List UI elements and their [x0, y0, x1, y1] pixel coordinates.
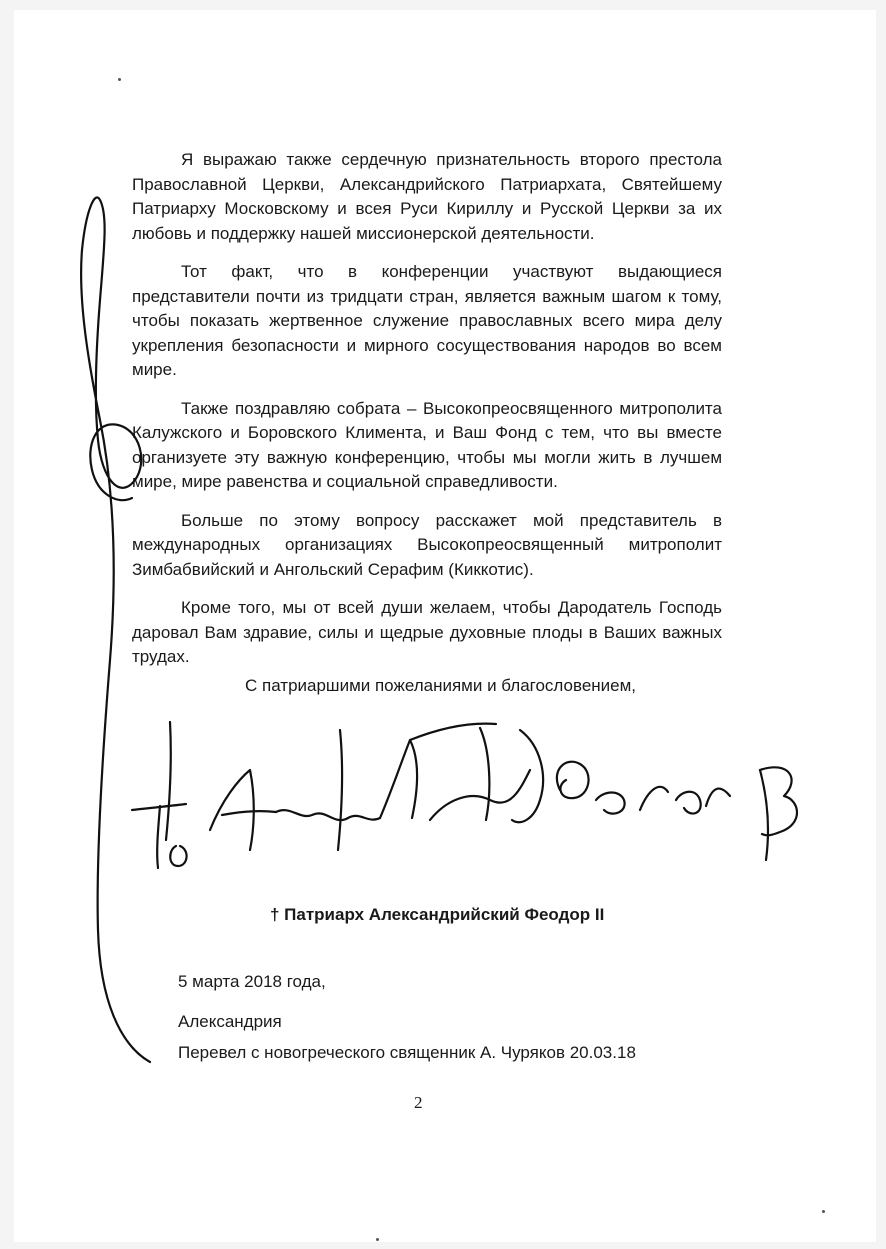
paragraph-1: Я выражаю также сердечную признательность второго престола Православной Церкви, Александрийского Патриархата, Святейшему Патриарху Московскому и всея Руси Кириллу и Русской Церкви за их любовь и поддержку нашей миссионерской деятельности.: [132, 150, 722, 243]
signer-name: † Патриарх Александрийский Феодор II: [270, 905, 605, 924]
closing-line: С патриаршими пожеланиями и благословением,: [245, 676, 637, 695]
scan-speck: [822, 1210, 825, 1213]
scan-speck: [376, 1238, 379, 1241]
scan-speck: [118, 78, 121, 81]
paragraph-2: Тот факт, что в конференции участвуют выдающиеся представители почти из тридцати стран, является важным шагом к тому, чтобы показать жертвенное служение православных всего мира делу укрепления безопасности и мирного сосуществования народов во всем мире.: [132, 262, 722, 379]
page-number: 2: [414, 1093, 423, 1112]
letter-body: [132, 148, 722, 684]
paragraph-5: Кроме того, мы от всей души желаем, чтобы Дародатель Господь даровал Вам здравие, силы и щедрые духовные плоды в Ваших важных трудах.: [132, 598, 722, 666]
translator-note: Перевел с новогреческого священник А. Чуряков 20.03.18: [178, 1043, 636, 1062]
paragraph-3: Также поздравляю собрата – Высокопреосвященного митрополита Калужского и Боровского Климента, и Ваш Фонд с тем, что вы вместе организуете эту важную конференцию, чтобы мы могли жить в лучшем мире, мире равенства и социальной справедливости.: [132, 398, 722, 491]
paragraph-4: Больше по этому вопросу расскажет мой представитель в международных организациях Высокопреосвященный митрополит Зимбабвийский и Ангольский Серафим (Киккотис).: [132, 510, 722, 579]
letter-date: 5 марта 2018 года,: [178, 972, 326, 991]
letter-place: Александрия: [178, 1012, 282, 1031]
